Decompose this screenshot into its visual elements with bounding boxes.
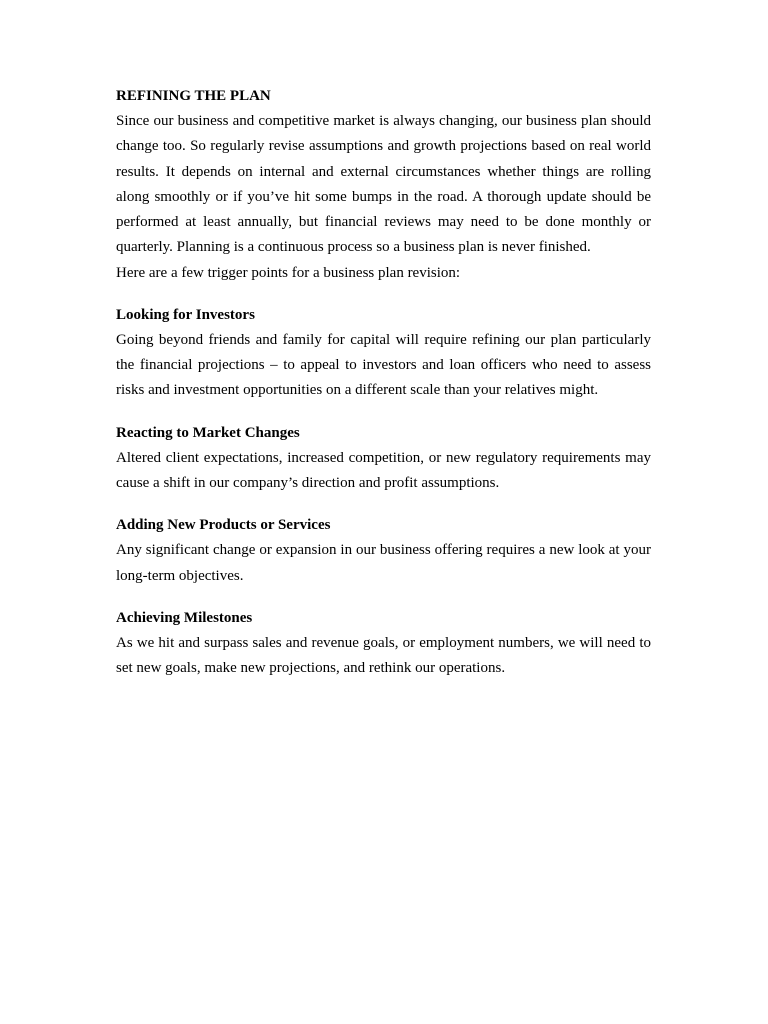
section-heading: Adding New Products or Services: [116, 517, 331, 534]
section-adding-new-products: [116, 513, 651, 589]
section-heading: Reacting to Market Changes: [116, 424, 300, 441]
trigger-intro: Here are a few trigger points for a business plan revision:: [116, 264, 461, 281]
section-heading: Achieving Milestones: [116, 609, 253, 626]
section-achieving-milestones: [116, 606, 651, 682]
section-reacting-to-market-changes: [116, 421, 651, 497]
section-body: As we hit and surpass sales and revenue goals, or employment numbers, we will need to set new goals, make new projections, and rethink our operations.: [116, 634, 651, 677]
document-title: REFINING THE PLAN: [116, 88, 271, 104]
section-body: Altered client expectations, increased competition, or new regulatory requirements may cause a shift in our company’s direction and profit assumptions.: [116, 449, 651, 491]
document-page: [116, 84, 651, 681]
intro-paragraph: Since our business and competitive market is always changing, our business plan should change too. So regularly revise assumptions and growth projections based on real world results. It depends on internal and external circumstances whether things are rolling along smoothly or if you’ve hit some bumps in the road. A thorough update should be performed at least annually, but financial reviews may need to be done monthly or quarterly. Planning is a continuous process so a business plan is never finished.: [116, 113, 651, 256]
section-heading: Looking for Investors: [116, 306, 255, 323]
section-looking-for-investors: [116, 303, 651, 404]
section-body: Any significant change or expansion in our business offering requires a new look at your long-term objectives.: [116, 542, 651, 584]
section-body: Going beyond friends and family for capital will require refining our plan particularly the financial projections – to appeal to investors and loan officers who need to assess risks and investment opportunities on a different scale than your relatives might.: [116, 331, 651, 399]
